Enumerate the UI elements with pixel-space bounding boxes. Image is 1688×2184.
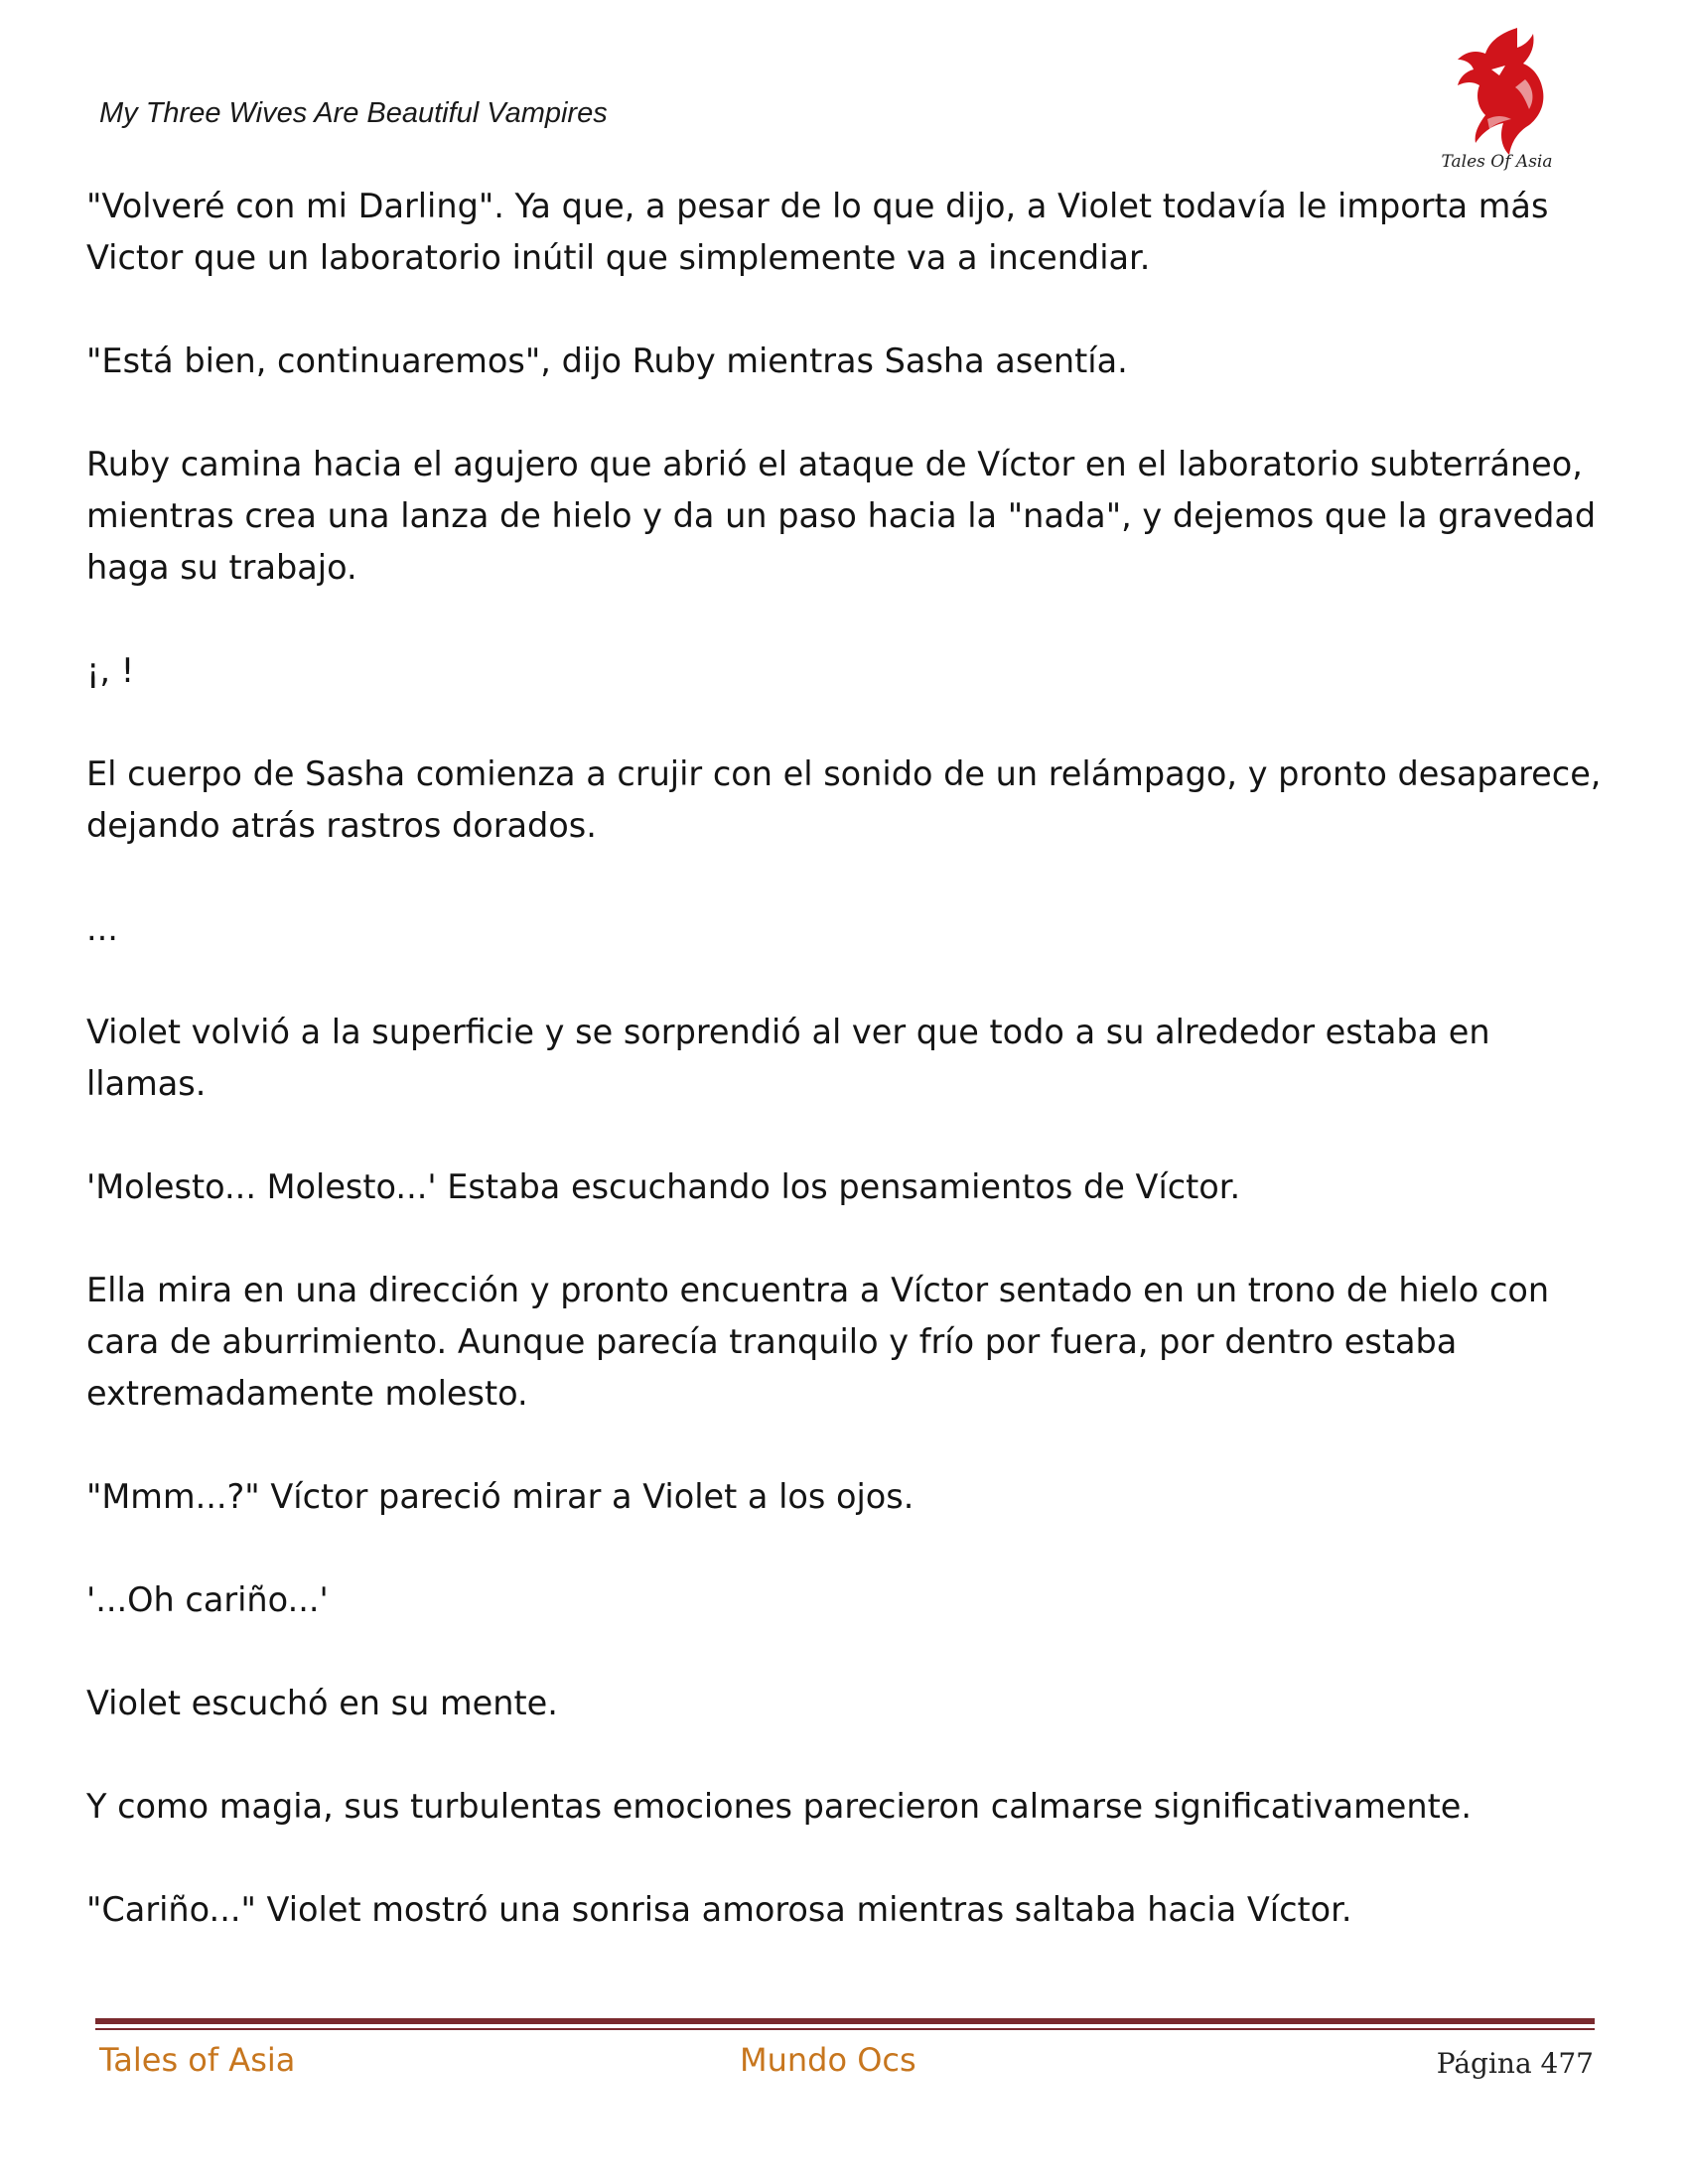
paragraph: Y como magia, sus turbulentas emociones parecieron calmarse significativamente.: [86, 1787, 1472, 1826]
paragraph: Ruby camina hacia el agujero que abrió el ataque de Víctor en el laboratorio subterráneo, mientras crea una lanza de hielo y da un paso hacia la "nada", y dejemos que la gravedad haga su trabajo.: [86, 445, 1597, 587]
paragraph: 'Molesto... Molesto...' Estaba escuchando los pensamientos de Víctor.: [86, 1167, 1241, 1206]
paragraph: Violet volvió a la superficie y se sorprendió al ver que todo a su alrededor estaba en llamas.: [86, 1013, 1490, 1103]
paragraph: "Mmm...?" Víctor pareció mirar a Violet a los ojos.: [86, 1477, 914, 1516]
paragraph: "Está bien, continuaremos", dijo Ruby mientras Sasha asentía.: [86, 341, 1128, 380]
paragraph: '...Oh cariño...': [86, 1580, 329, 1619]
footer-publisher: Tales of Asia: [99, 2041, 296, 2079]
page-number: Página 477: [1436, 2047, 1594, 2080]
paragraph: ¡, !: [86, 651, 135, 690]
paragraph: El cuerpo de Sasha comienza a crujir con el sonido de un relámpago, y pronto desaparece, dejando atrás rastros dorados.: [86, 754, 1602, 845]
paragraph: "Cariño..." Violet mostró una sonrisa amorosa mientras saltaba hacia Víctor.: [86, 1890, 1352, 1929]
paragraph: Violet escuchó en su mente.: [86, 1684, 558, 1722]
footer-group: Mundo Ocs: [740, 2041, 916, 2079]
paragraph: "Volveré con mi Darling". Ya que, a pesar de lo que dijo, a Violet todavía le importa más Victor que un laboratorio inútil que simplemente va a incendiar.: [86, 187, 1549, 277]
logo-text: Tales Of Asia: [1441, 152, 1553, 172]
book-title: My Three Wives Are Beautiful Vampires: [99, 97, 608, 129]
footer-divider: [95, 2018, 1595, 2024]
chapter-text: [86, 181, 1606, 1987]
paragraph: ...: [86, 909, 118, 948]
footer-divider-thin: [95, 2028, 1595, 2030]
paragraph: Ella mira en una dirección y pronto encuentra a Víctor sentado en un trono de hielo con cara de aburrimiento. Aunque parecía tranquilo y frío por fuera, por dentro estaba extremadamente molesto.: [86, 1271, 1550, 1413]
